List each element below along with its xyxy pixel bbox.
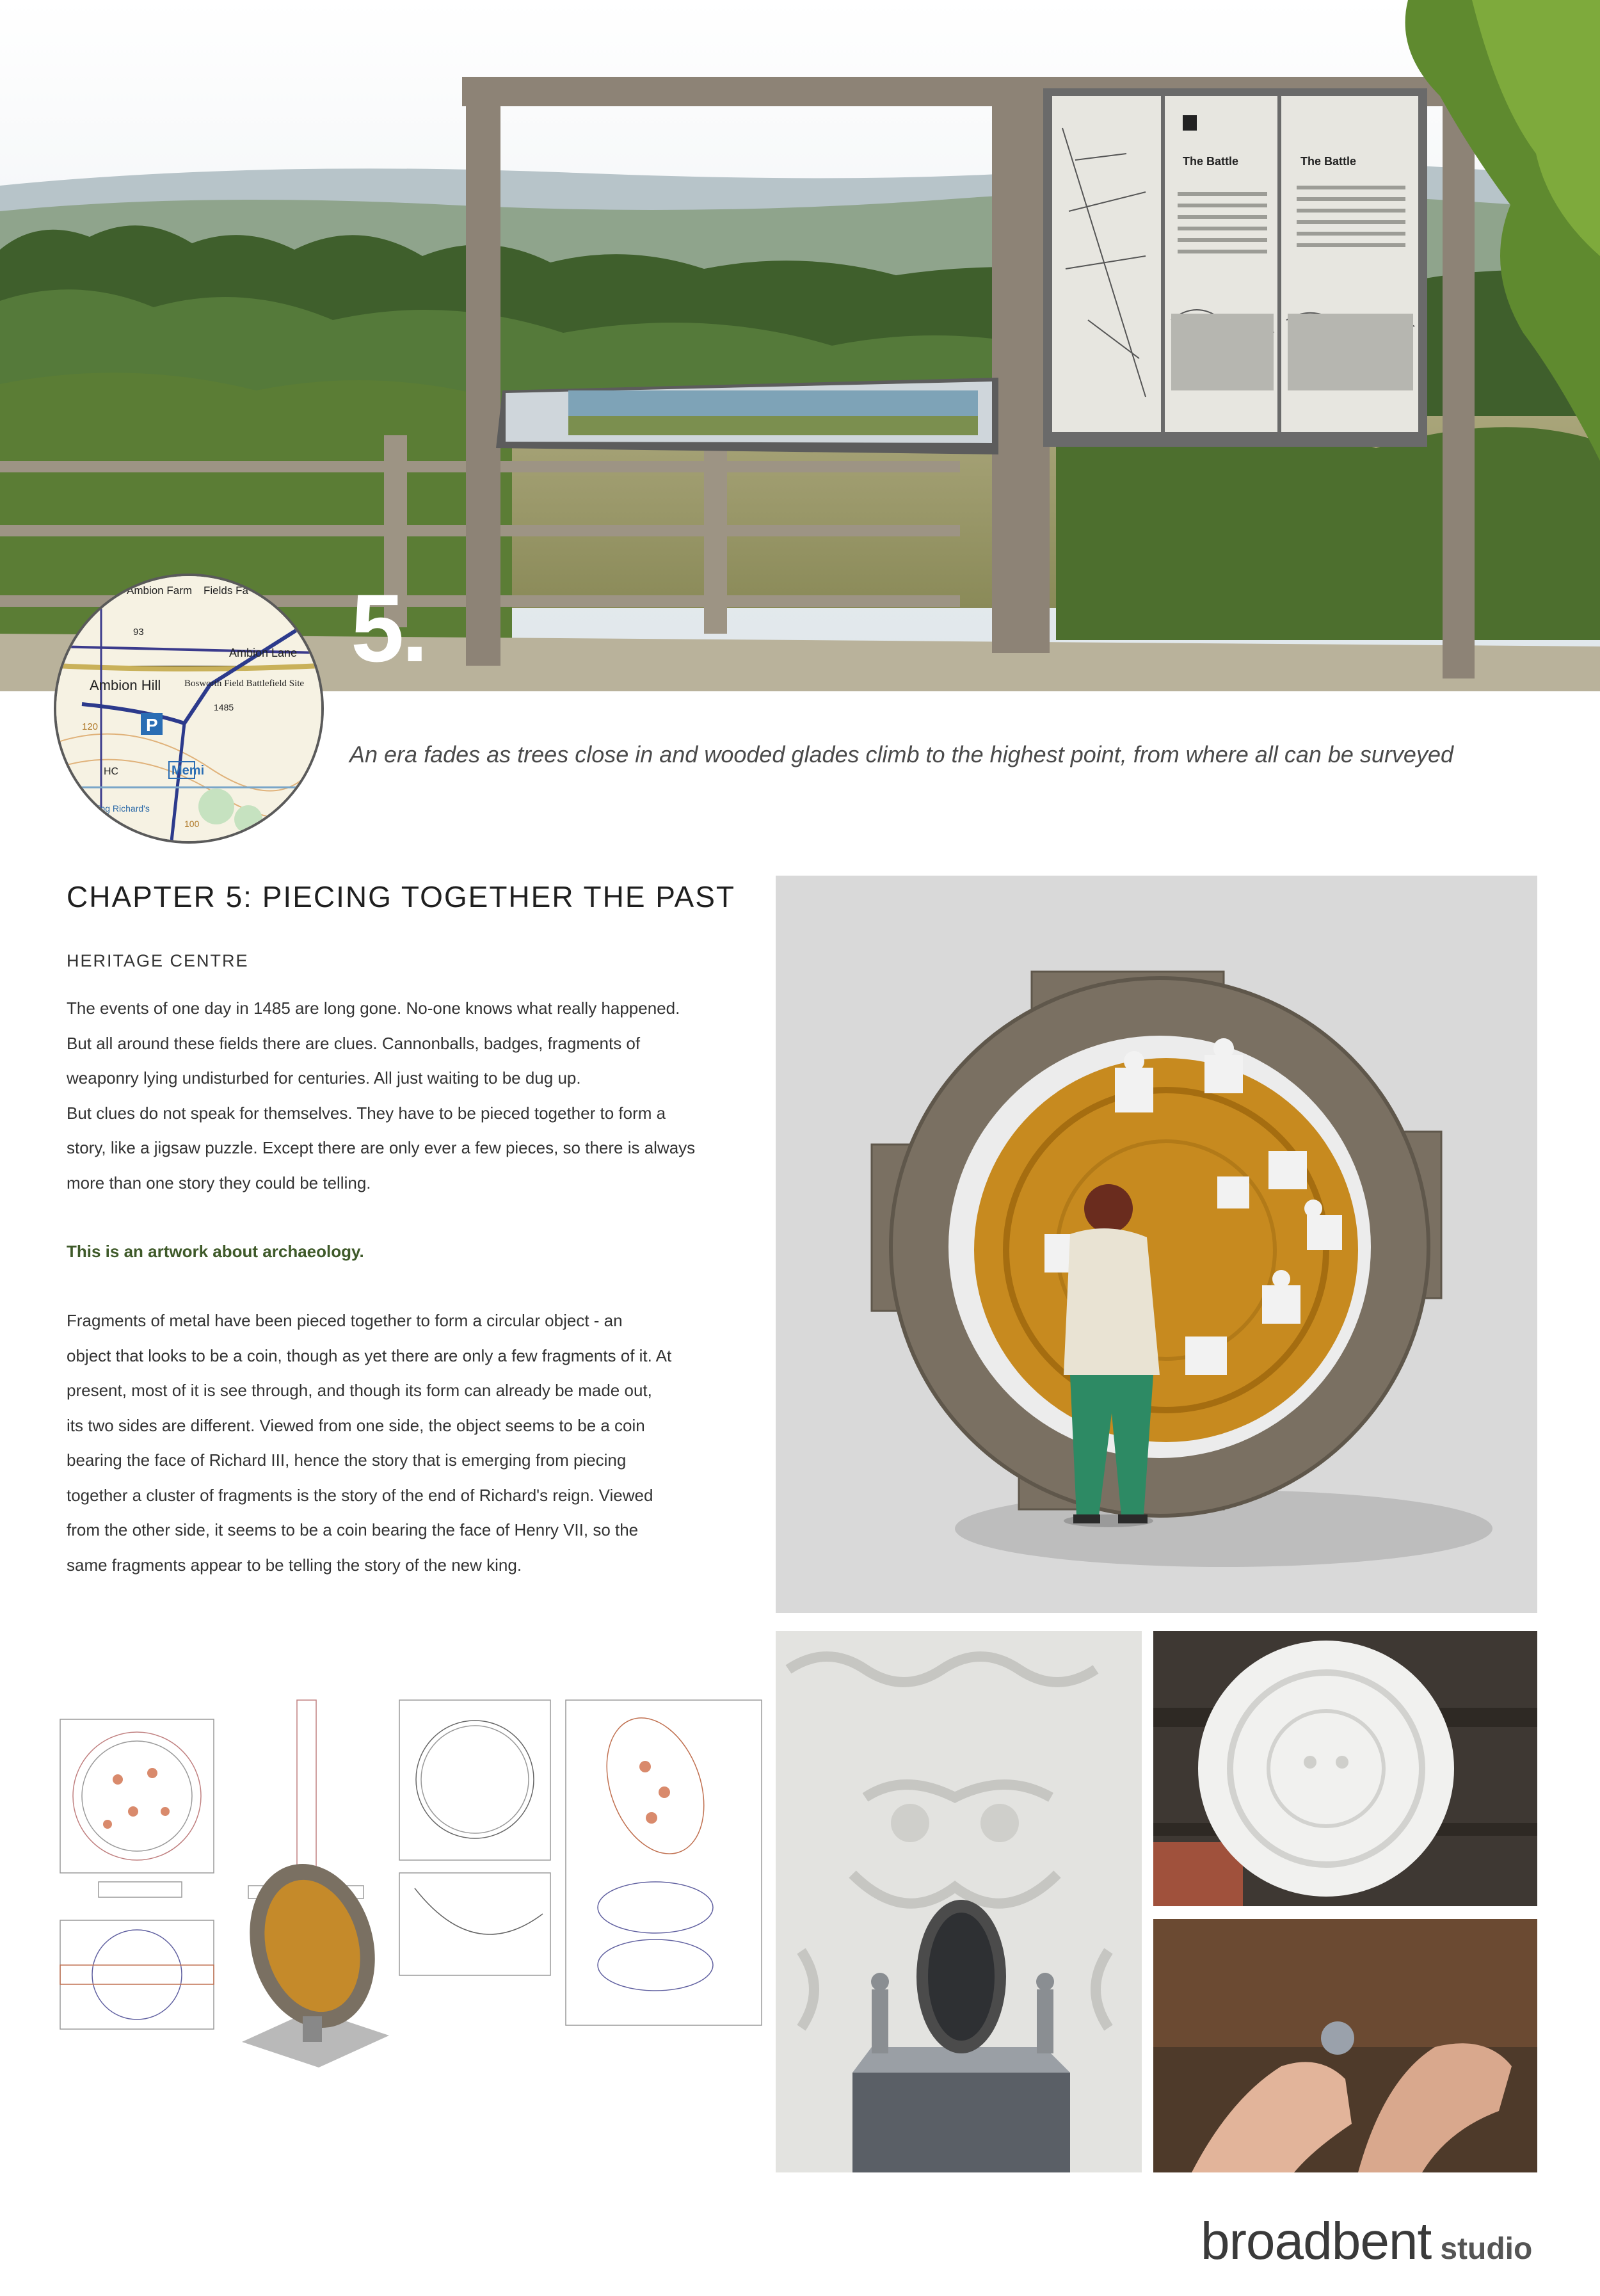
map-label-king-richards: King Richard's xyxy=(92,803,150,814)
chapter-number: 5. xyxy=(351,574,426,682)
map-label-ambion-farm: Ambion Farm xyxy=(127,584,193,597)
technical-drawings xyxy=(56,1696,767,2067)
map-label-120: 120 xyxy=(82,721,99,732)
coin-photo xyxy=(1153,1631,1537,1906)
location-map xyxy=(54,574,324,844)
body-line: object that looks to be a coin, though as yet there are only a few fragments of it. At xyxy=(67,1345,672,1365)
map-parking-icon: P xyxy=(146,715,158,735)
model-photo xyxy=(776,1631,1142,2172)
map-label-100: 100 xyxy=(184,819,200,829)
hands-photo xyxy=(1153,1919,1537,2172)
panel-heading-1: The Battle xyxy=(1183,155,1239,168)
artwork-render xyxy=(776,876,1537,1613)
chapter-title: CHAPTER 5: PIECING TOGETHER THE PAST xyxy=(67,880,736,913)
body-line: its two sides are different. Viewed from one side, the object seems to be a coin xyxy=(67,1415,645,1435)
map-label-93: 93 xyxy=(133,627,144,638)
body-line: from the other side, it seems to be a coin bearing the face of Henry VII, so the xyxy=(67,1520,639,1539)
map-label-battlefield: Bosworth Field Battlefield Site xyxy=(184,678,305,689)
body-line: present, most of it is see through, and though its form can already be made out, xyxy=(67,1381,652,1400)
map-label-ambion-hill: Ambion Hill xyxy=(90,677,161,693)
logo-subtitle: studio xyxy=(1440,2232,1533,2266)
logo-wordmark: broadbent xyxy=(1201,2212,1432,2270)
section-subheading: HERITAGE CENTRE xyxy=(67,951,249,970)
panel-heading-2: The Battle xyxy=(1300,155,1357,168)
map-label-fields-farm: Fields Fa xyxy=(204,584,248,597)
map-heritage-centre-icon: Memi xyxy=(172,764,205,778)
body-line: Fragments of metal have been pieced together to form a circular object - an xyxy=(67,1311,623,1330)
intro-line: more than one story they could be telling. xyxy=(67,1173,371,1192)
broadbent-studio-logo xyxy=(1201,2212,1532,2272)
intro-line: weaponry lying undisturbed for centuries. All just waiting to be dug up. xyxy=(67,1068,581,1088)
map-label-ambion-lane: Ambion Lane xyxy=(229,646,298,659)
map-label-1485: 1485 xyxy=(214,702,234,712)
intro-line: But all around these fields there are clues. Cannonballs, badges, fragments of xyxy=(67,1033,641,1053)
body-line: together a cluster of fragments is the story of the end of Richard's reign. Viewed xyxy=(67,1485,653,1505)
intro-line: story, like a jigsaw puzzle. Except there are only ever a few pieces, so there is always xyxy=(67,1138,696,1157)
body-line: same fragments appear to be telling the story of the new king. xyxy=(67,1555,522,1575)
body-paragraph xyxy=(67,1303,739,1582)
intro-line: The events of one day in 1485 are long gone. No-one knows what really happened. xyxy=(67,999,680,1018)
hero-caption: An era fades as trees close in and wooded glades climb to the highest point, from where all can be surveyed xyxy=(349,741,1453,767)
map-label-memi: HC xyxy=(104,766,119,777)
highlight-statement: This is an artwork about archaeology. xyxy=(67,1242,364,1261)
intro-line: But clues do not speak for themselves. They have to be pieced together to form a xyxy=(67,1103,666,1123)
intro-paragraph xyxy=(67,991,739,1200)
body-line: bearing the face of Richard III, hence the story that is emerging from piecing xyxy=(67,1450,627,1470)
